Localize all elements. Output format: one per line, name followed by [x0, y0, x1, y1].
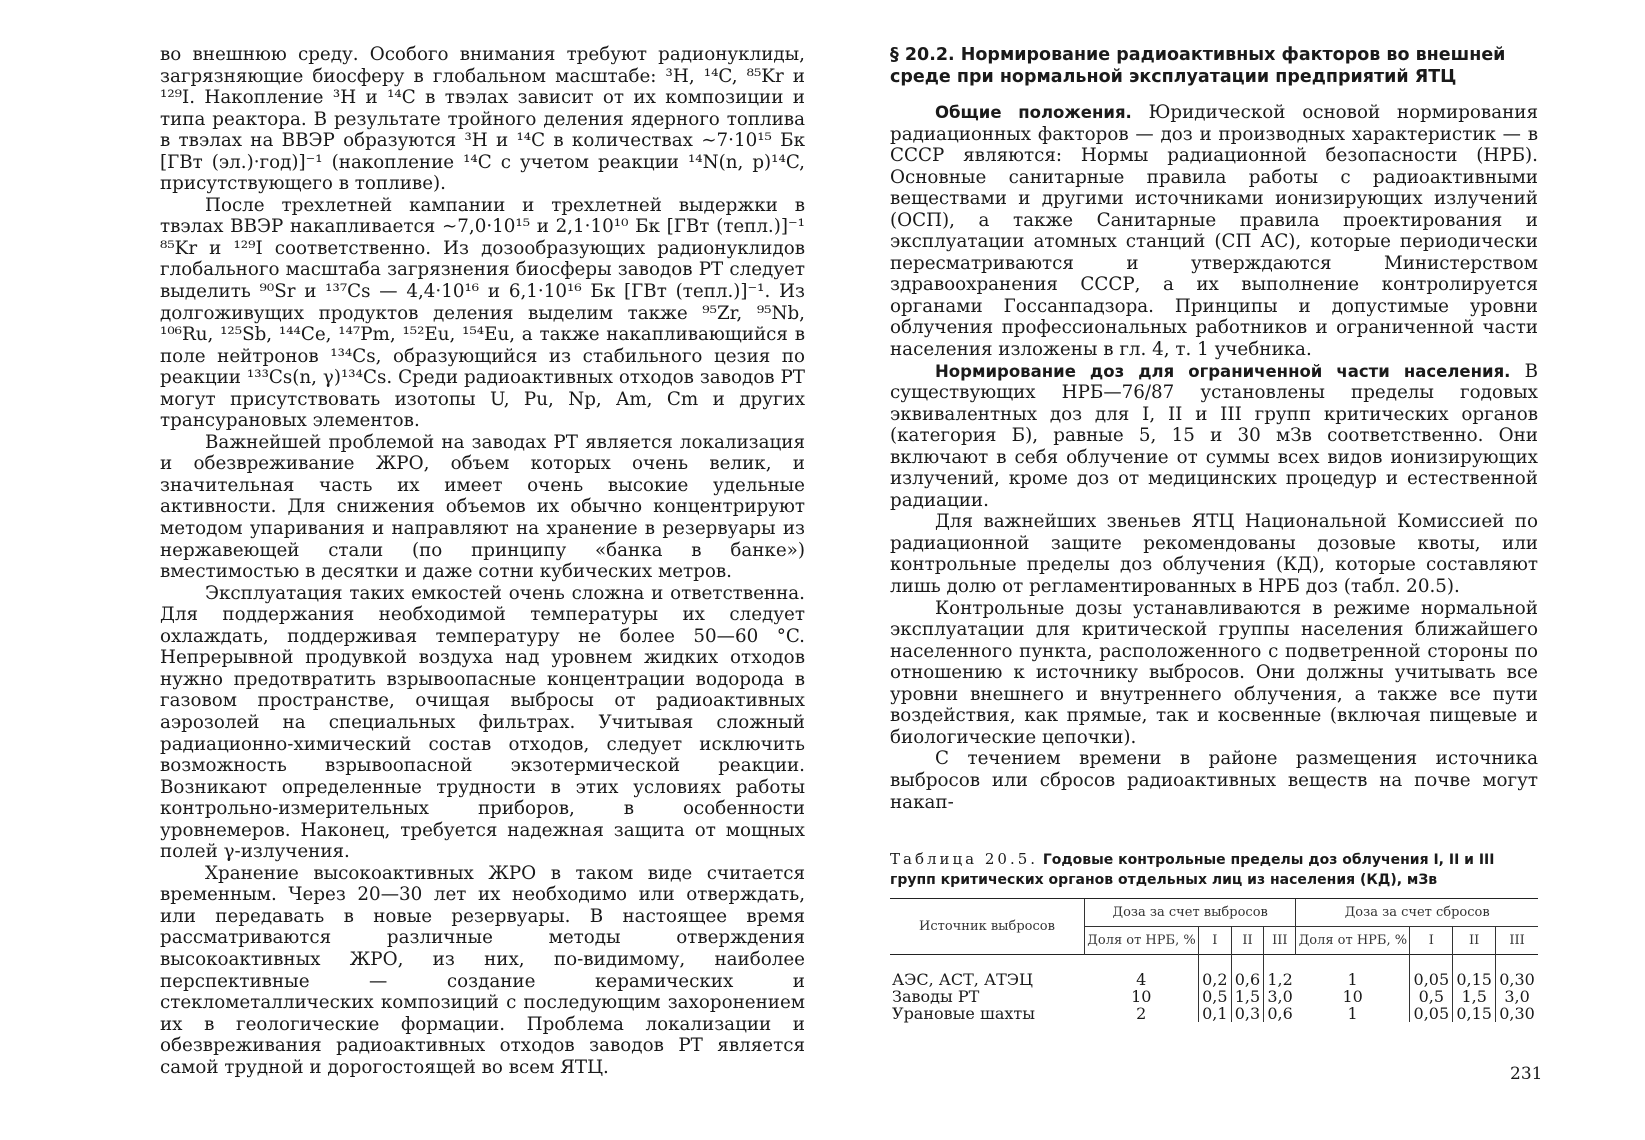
paragraph: Для важнейших звеньев ЯТЦ Национальной Комиссией по радиационной защите рекомендованы дозовые квоты, или контрольные пределы доз облучения (КД), которые составляют лишь долю от регламентированных в НРБ доз (табл. 20.5).: [890, 511, 1538, 598]
cell-value: 0,05: [1410, 955, 1453, 989]
cell-value: 0,5: [1199, 988, 1232, 1005]
cell-value: 1,2: [1264, 955, 1296, 989]
paragraph: После трехлетней кампании и трехлетней выдержки в твэлах ВВЭР накапливается ∼7,0·10¹⁵ и 2,1·10¹⁰ Бк [ГВт (тепл.)]⁻¹ ⁸⁵Kr и ¹²⁹I соответственно. Из дозообразующих радионуклидов глобального масштаба загрязнения биосферы заводов РТ следует выделить ⁹⁰Sr и ¹³⁷Cs — 4,4·10¹⁶ и 6,1·10¹⁶ Бк [ГВт (тепл.)]⁻¹. Из долгоживущих продуктов деления выделим также ⁹⁵Zr, ⁹⁵Nb, ¹⁰⁶Ru, ¹²⁵Sb, ¹⁴⁴Ce, ¹⁴⁷Pm, ¹⁵²Eu, ¹⁵⁴Eu, а также накапливающийся в поле нейтронов ¹³⁴Cs, образующийся из стабильного цезия по реакции ¹³³Cs(n, γ)¹³⁴Cs. Среди радиоактивных отходов заводов РТ могут присутствовать изотопы U, Pu, Np, Am, Cm и других трансурановых элементов.: [160, 194, 805, 432]
right-page-text: [890, 44, 1538, 813]
cell-value: 0,2: [1199, 955, 1232, 989]
paragraph: [890, 102, 1538, 361]
cell-value: 4: [1136, 970, 1147, 989]
table-row: [890, 988, 1538, 1005]
left-page-text: [160, 44, 805, 1078]
col-header-group-2: II: [1231, 927, 1264, 955]
paragraph: Хранение высокоактивных ЖРО в таком виде считается временным. Через 20—30 лет их необходимо или отверждать, или передавать в новые резервуары. В настоящее время рассматриваются различные методы отверждения высокоактивных ЖРО, из них, по-видимому, наиболее перспективные — создание керамических и стеклометаллических композиций с последующим захоронением их в геологические формации. Проблема локализации и обезвреживания радиоактивных отходов заводов РТ является самой трудной и дорогостоящей во всем ЯТЦ.: [160, 862, 805, 1078]
cell-value: 10: [1131, 987, 1152, 1006]
col-header-share: Доля от НРБ, %: [1085, 927, 1199, 955]
col-header-group-3: III: [1264, 927, 1296, 955]
col-header-source: Источник выбросов: [890, 899, 1085, 955]
paragraph: Эксплуатация таких емкостей очень сложна и ответственна. Для поддержания необходимой температуры их следует охлаждать, поддерживая температуру не более 50—60 °C. Непрерывной продувкой воздуха над уровнем жидких отходов нужно предотвратить взрывоопасные концентрации водорода в газовом пространстве, очищая выбросы от радиоактивных аэрозолей на специальных фильтрах. Учитывая сложный радиационно-химический состав отходов, следует исключить возможность взрывоопасной экзотермической реакции. Возникают определенные трудности в этих условиях работы контрольно-измерительных приборов, в особенности уровнемеров. Наконец, требуется надежная защита от мощных полей γ-излучения.: [160, 582, 805, 863]
col-group-emissions: Доза за счет выбросов: [1085, 899, 1296, 927]
paragraph: во внешнюю среду. Особого внимания требуют радионуклиды, загрязняющие биосферу в глобальном масштабе: ³H, ¹⁴C, ⁸⁵Kr и ¹²⁹I. Накопление ³H и ¹⁴C в твэлах зависит от их композиции и типа реактора. В результате тройного деления ядерного топлива в твэлах на ВВЭР образуются ³H и ¹⁴C в количествах ∼7·10¹⁵ Бк [ГВт (эл.)·год)]⁻¹ (накопление ¹⁴C с учетом реакции ¹⁴N(n, p)¹⁴C, присутствующего в топливе).: [160, 44, 805, 195]
section-heading: § 20.2. Нормирование радиоактивных факторов во внешней среде при нормальной эксплуатации предприятий ЯТЦ: [890, 45, 1506, 87]
cell-value: 0,5: [1410, 988, 1453, 1005]
cell-value: 0,1: [1199, 1005, 1232, 1022]
col-header-group-1: I: [1199, 927, 1232, 955]
col-header-share: Доля от НРБ, %: [1296, 927, 1410, 955]
cell-value: 1,5: [1453, 988, 1496, 1005]
cell-source: Урановые шахты: [892, 1004, 1035, 1023]
cell-value: 0,15: [1453, 1005, 1496, 1022]
paragraph: Контрольные дозы устанавливаются в режиме нормальной эксплуатации для критической группы населения ближайшего населенного пункта, расположенного с подветренной стороны по отношению к источнику выбросов. Они должны учитывать все уровни внешнего и внутреннего облучения, а также все пути воздействия, как прямые, так и косвенные (включая пищевые и биологические цепочки).: [890, 597, 1538, 748]
cell-value: 0,6: [1264, 1005, 1296, 1022]
table-row: [890, 955, 1538, 989]
cell-value: 1: [1347, 970, 1358, 989]
cell-value: 0,15: [1453, 955, 1496, 989]
cell-value: 0,30: [1496, 955, 1538, 989]
run-in-heading: Общие положения.: [935, 103, 1132, 122]
paragraph: [890, 361, 1538, 512]
table-caption: [890, 850, 1538, 890]
cell-value: 3,0: [1496, 988, 1538, 1005]
table-label: Таблица 20.5.: [890, 850, 1039, 868]
cell-value: 0,6: [1231, 955, 1264, 989]
col-header-group-3: III: [1496, 927, 1538, 955]
cell-source: Заводы РТ: [892, 987, 980, 1006]
paragraph: С течением времени в районе размещения источника выбросов или сбросов радиоактивных веществ на почве могут накап-: [890, 748, 1538, 813]
run-in-heading: Нормирование доз для ограниченной части населения.: [935, 361, 1511, 381]
col-group-discharges: Доза за счет сбросов: [1296, 899, 1538, 927]
paragraph-text: В существующих НРБ—76/87 установлены пределы годовых эквивалентных доз для I, II и III групп критических органов (категория Б), равные 5, 15 и 30 мЗв соответственно. Они включают в себя облучение от суммы всех видов ионизирующих излучений, кроме доз от медицинских процедур и естественной радиации.: [890, 360, 1539, 511]
dose-limits-table: [890, 898, 1538, 1022]
cell-source: АЭС, АСТ, АТЭЦ: [892, 970, 1033, 989]
cell-value: 2: [1136, 1004, 1147, 1023]
table-row: [890, 1005, 1538, 1022]
paragraph: Важнейшей проблемой на заводах РТ является локализация и обезвреживание ЖРО, объем которых очень велик, и значительная часть их имеет очень высокие удельные активности. Для снижения объемов их обычно концентрируют методом упаривания и направляют на хранение в резервуары из нержавеющей стали (по принципу «банка в банке») вместимостью в десятки и даже сотни кубических метров.: [160, 431, 805, 583]
cell-value: 0,30: [1496, 1005, 1538, 1022]
col-header-group-1: I: [1410, 927, 1453, 955]
paragraph-text: Юридической основой нормирования радиационных факторов — доз и производных характеристик — в СССР являются: Нормы радиационной безопасности (НРБ). Основные санитарные правила работы с радиоактивными веществами и другими источниками ионизирующих излучений (ОСП), а также Санитарные правила проектирования и эксплуатации атомных станций (СП АС), которые периодически пересматриваются и утверждаются Министерством здравоохранения СССР, а их выполнение контролируется органами Госсанпадзора. Принципы и допустимые уровни облучения профессиональных работников и ограниченной части населения изложены в гл. 4, т. 1 учебника.: [890, 102, 1539, 361]
col-header-group-2: II: [1453, 927, 1496, 955]
cell-value: 3,0: [1264, 988, 1296, 1005]
dose-limits-table-block: [890, 850, 1538, 1022]
cell-value: 0,3: [1231, 1005, 1264, 1022]
table-title: Годовые контрольные пределы доз облучения I, II и III групп критических органов отдельных лиц из населения (КД), мЗв: [890, 852, 1495, 888]
cell-value: 10: [1342, 987, 1363, 1006]
page-number: 231: [1510, 1064, 1543, 1084]
cell-value: 1,5: [1231, 988, 1264, 1005]
cell-value: 0,05: [1410, 1005, 1453, 1022]
cell-value: 1: [1347, 1004, 1358, 1023]
